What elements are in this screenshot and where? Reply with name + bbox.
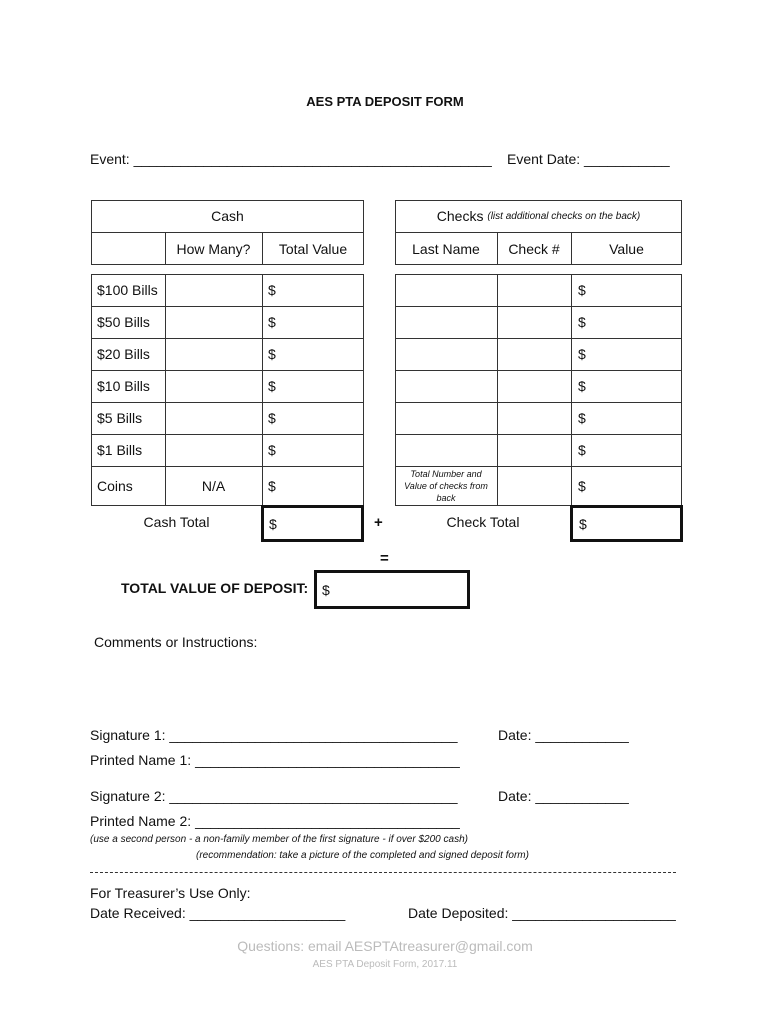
check-number[interactable]: [501, 338, 567, 370]
cash-row-label: $1 Bills: [97, 442, 143, 458]
event-row: [90, 151, 492, 167]
check-last-name[interactable]: [401, 306, 493, 338]
printed-name-1-label: Printed Name 1:: [90, 752, 192, 768]
checks-total-number-note: Total Number and Value of checks from back: [404, 469, 488, 503]
signature-1-field[interactable]: _____________________________________: [169, 727, 458, 743]
check-value[interactable]: $: [578, 478, 586, 494]
check-number[interactable]: [501, 466, 567, 506]
cash-row-count[interactable]: [165, 306, 262, 338]
date-received-row: [90, 905, 345, 921]
cash-row-label: Coins: [97, 478, 133, 494]
cash-row-count: N/A: [201, 478, 226, 494]
cash-row-value[interactable]: $: [268, 378, 276, 394]
printed-name-2-row: [90, 813, 460, 829]
signature-2-field[interactable]: _____________________________________: [169, 788, 458, 804]
checks-col-value: Value: [609, 240, 644, 257]
event-field[interactable]: ______________________________________________: [133, 151, 492, 167]
checks-body-col2: [571, 274, 572, 506]
printed-name-1-row: [90, 752, 460, 768]
event-date-label: Event Date:: [507, 151, 581, 167]
date-1-field[interactable]: ____________: [535, 727, 629, 743]
check-last-name[interactable]: [401, 402, 493, 434]
cash-row-label: $10 Bills: [97, 378, 150, 394]
date-received-label: Date Received:: [90, 905, 186, 921]
check-last-name[interactable]: [401, 338, 493, 370]
cash-total-value: $: [269, 515, 277, 532]
cash-total-label: Cash Total: [143, 514, 210, 530]
equals-sign: =: [380, 550, 389, 567]
checks-header-label: Checks: [436, 208, 484, 224]
footer-questions: Questions: email AESPTAtreasurer@gmail.com: [237, 938, 533, 954]
cash-row-count[interactable]: [165, 370, 262, 402]
comments-area[interactable]: [94, 655, 674, 715]
check-value[interactable]: $: [578, 346, 586, 362]
cash-row-value[interactable]: $: [268, 442, 276, 458]
date-2-label: Date:: [498, 788, 532, 804]
signature-2-label: Signature 2:: [90, 788, 166, 804]
check-value[interactable]: $: [578, 314, 586, 330]
cash-row-label: $50 Bills: [97, 314, 150, 330]
date-2-row: [498, 788, 629, 804]
cash-row-value[interactable]: $: [268, 346, 276, 362]
check-number[interactable]: [501, 274, 567, 306]
cash-row-label: $100 Bills: [97, 282, 158, 298]
date-deposited-label: Date Deposited:: [408, 905, 509, 921]
cash-row-count[interactable]: [165, 434, 262, 466]
cash-row-value[interactable]: $: [268, 410, 276, 426]
plus-sign: +: [374, 514, 383, 531]
comments-label: Comments or Instructions:: [94, 634, 258, 650]
cash-col-total-value: Total Value: [278, 240, 348, 257]
date-received-field[interactable]: ____________________: [189, 905, 346, 921]
check-value[interactable]: $: [578, 282, 586, 298]
check-value[interactable]: $: [578, 378, 586, 394]
cash-row-count[interactable]: [165, 402, 262, 434]
check-last-name[interactable]: [401, 370, 493, 402]
signature-1-row: [90, 727, 457, 743]
event-date-row: [507, 151, 670, 167]
printed-name-2-label: Printed Name 2:: [90, 813, 192, 829]
checks-header: [395, 200, 682, 232]
cut-line-separator: [90, 872, 676, 873]
event-date-field[interactable]: ___________: [584, 151, 670, 167]
deposit-total-value: $: [322, 581, 330, 598]
check-total-value: $: [579, 515, 587, 532]
cash-row-count[interactable]: [165, 274, 262, 306]
cash-header: Cash: [211, 208, 244, 224]
check-number[interactable]: [501, 434, 567, 466]
check-number[interactable]: [501, 402, 567, 434]
cash-row-label: $5 Bills: [97, 410, 143, 426]
deposit-total-box[interactable]: [314, 570, 470, 609]
check-number[interactable]: [501, 370, 567, 402]
cash-total-box[interactable]: [261, 505, 364, 542]
check-last-name[interactable]: [401, 434, 493, 466]
date-deposited-field[interactable]: _____________________: [512, 905, 676, 921]
cash-row-value[interactable]: $: [268, 478, 276, 494]
second-person-note: (use a second person - a non-family member of the first signature - if over $200 cash): [90, 834, 468, 845]
signature-1-label: Signature 1:: [90, 727, 166, 743]
check-total-box[interactable]: [570, 505, 683, 542]
treasurer-heading: For Treasurer’s Use Only:: [90, 885, 251, 901]
check-value[interactable]: $: [578, 442, 586, 458]
cash-row-label: $20 Bills: [97, 346, 150, 362]
checks-col-check-num: Check #: [508, 240, 560, 257]
recommendation-note: (recommendation: take a picture of the completed and signed deposit form): [196, 850, 529, 861]
checks-header-note: (list additional checks on the back): [487, 210, 641, 222]
footer-version: AES PTA Deposit Form, 2017.11: [312, 959, 458, 970]
printed-name-2-field[interactable]: __________________________________: [195, 813, 460, 829]
cash-row-count[interactable]: [165, 338, 262, 370]
form-title: AES PTA DEPOSIT FORM: [306, 94, 464, 109]
check-value[interactable]: $: [578, 410, 586, 426]
deposit-label: TOTAL VALUE OF DEPOSIT:: [121, 580, 309, 596]
checks-body-col1: [497, 274, 498, 506]
date-deposited-row: [408, 905, 676, 921]
date-2-field[interactable]: ____________: [535, 788, 629, 804]
cash-row-value[interactable]: $: [268, 282, 276, 298]
cash-col-how-many: How Many?: [176, 240, 251, 257]
cash-row-value[interactable]: $: [268, 314, 276, 330]
check-total-label: Check Total: [446, 514, 520, 530]
date-1-row: [498, 727, 629, 743]
signature-2-row: [90, 788, 457, 804]
check-last-name[interactable]: [401, 274, 493, 306]
event-label: Event:: [90, 151, 130, 167]
printed-name-1-field[interactable]: __________________________________: [195, 752, 460, 768]
checks-col-last-name: Last Name: [412, 240, 480, 257]
date-1-label: Date:: [498, 727, 532, 743]
check-number[interactable]: [501, 306, 567, 338]
cash-body-col2: [262, 274, 263, 506]
